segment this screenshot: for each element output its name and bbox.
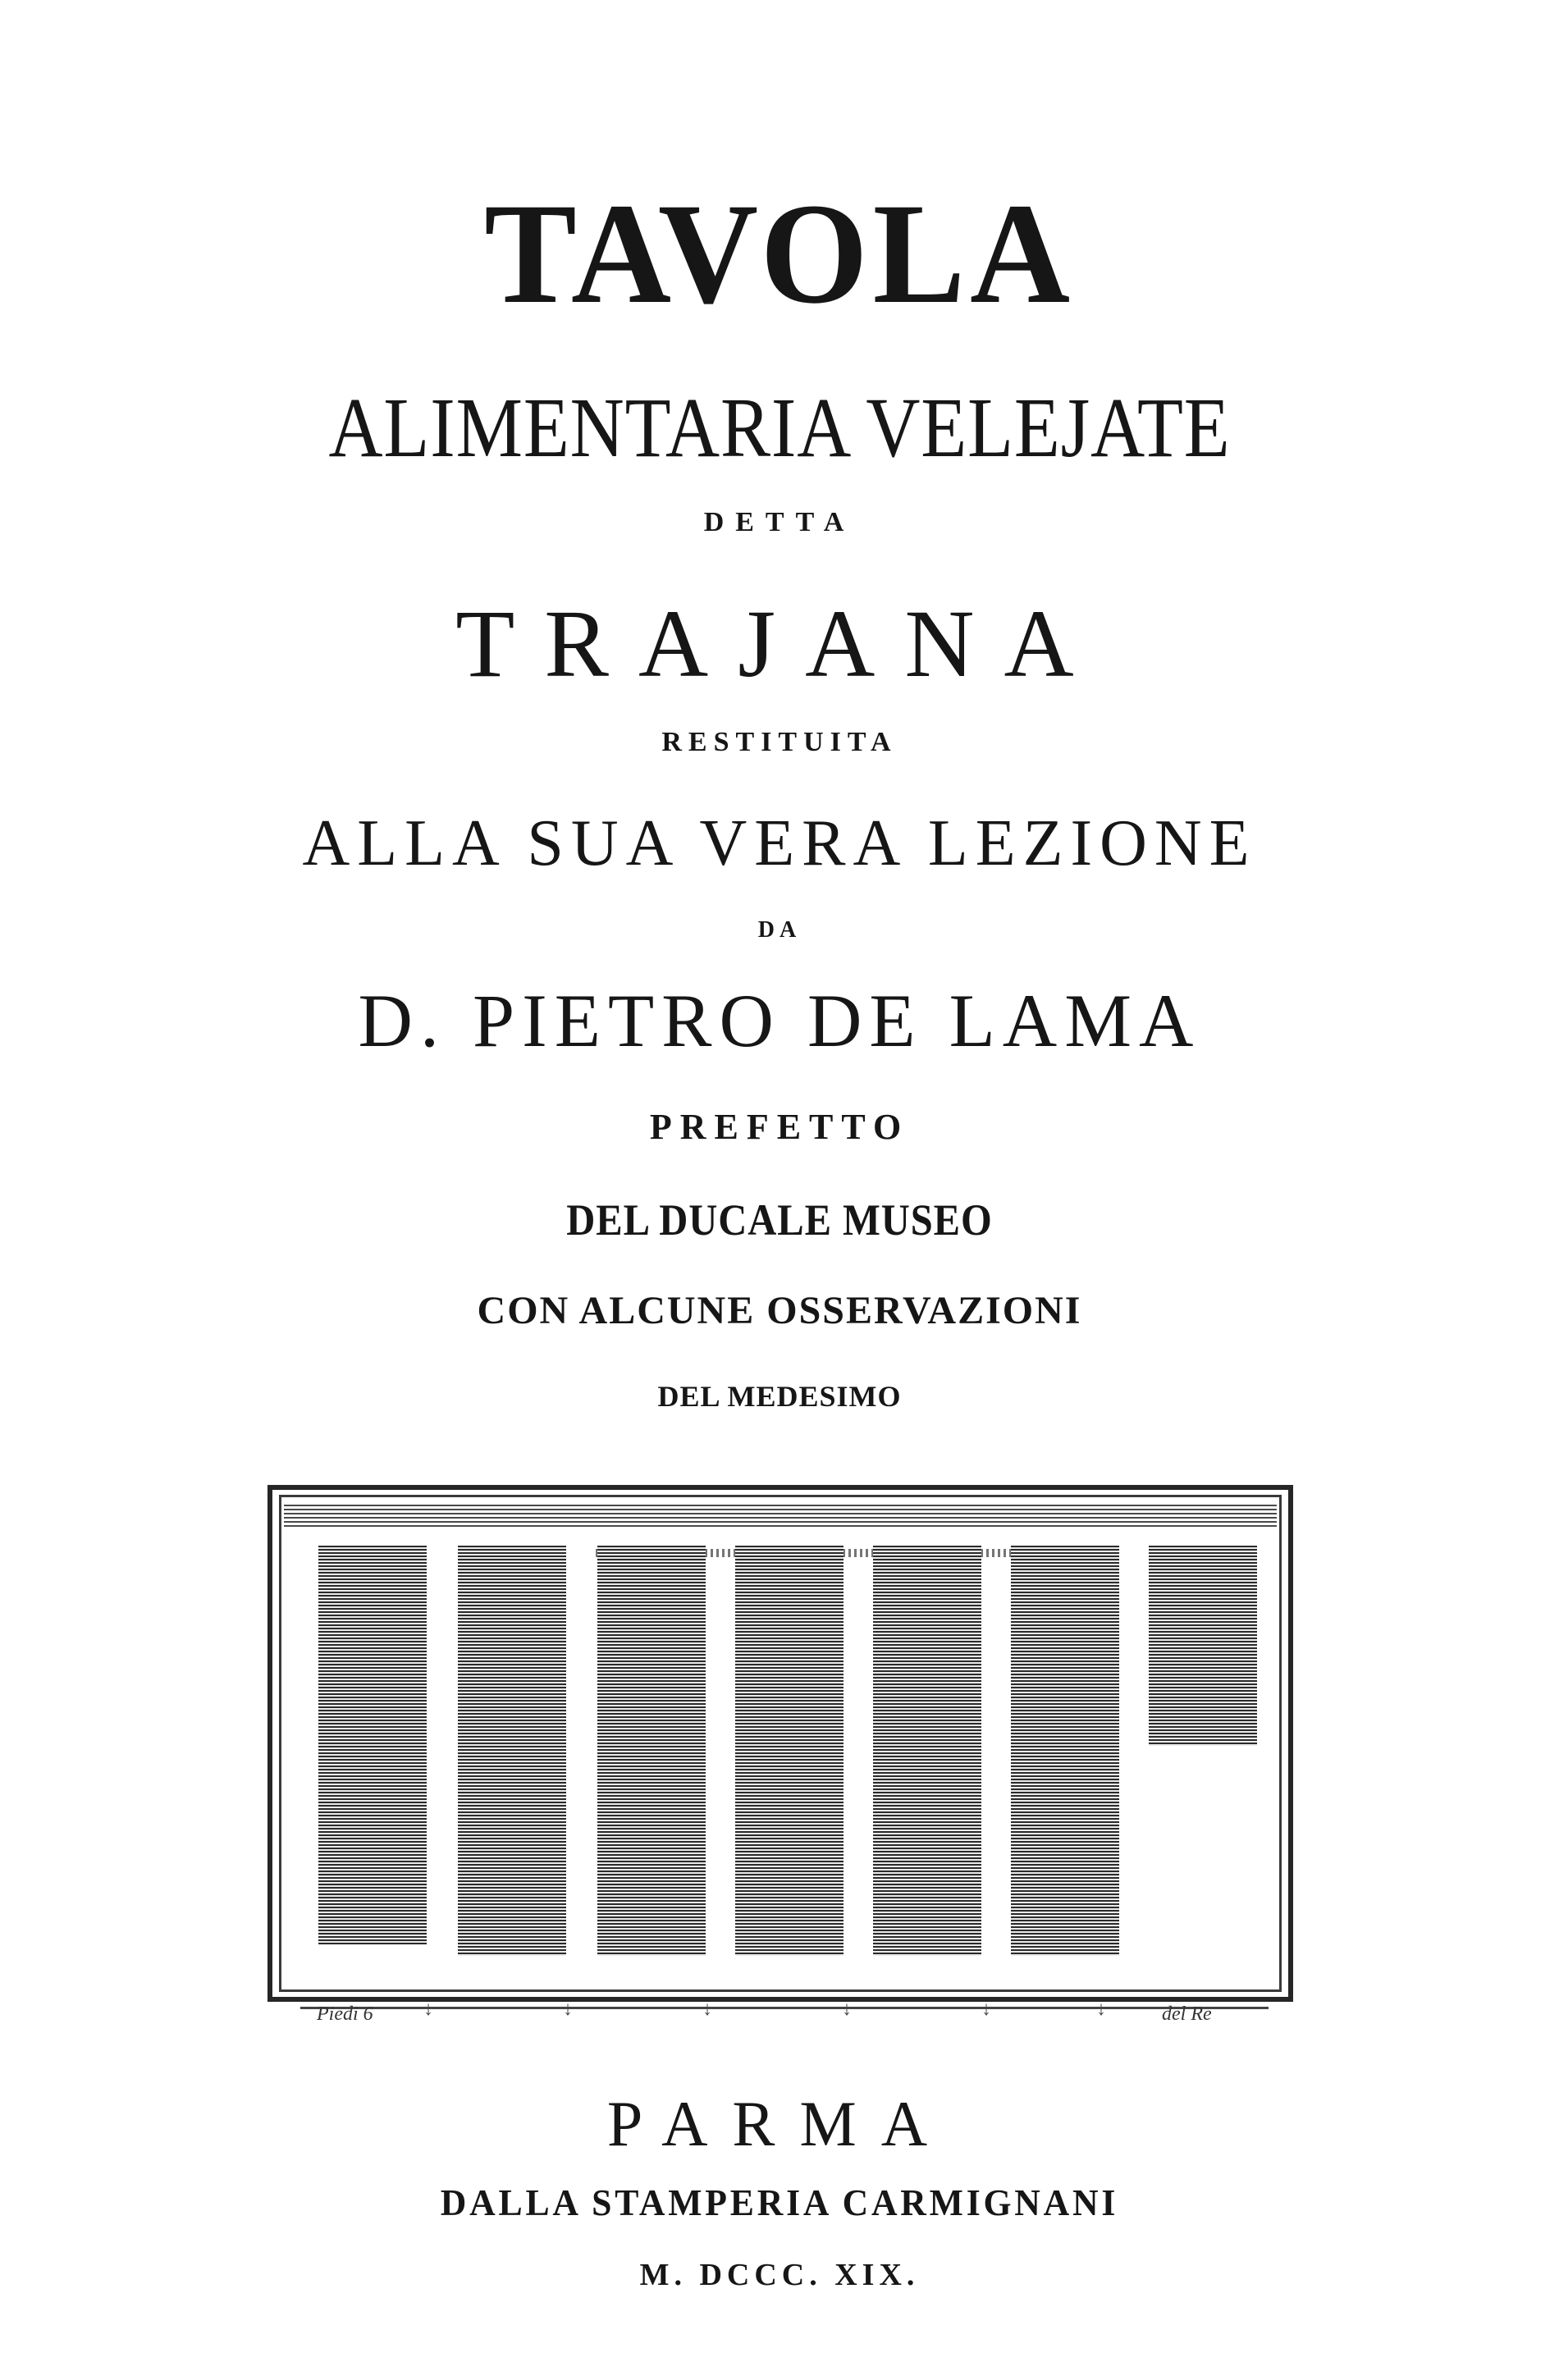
imprint-date: M. DCCC. XIX.	[639, 2258, 920, 2292]
scale-arrow-icon: ↓	[842, 1999, 852, 2020]
tablet-column	[318, 1546, 427, 1944]
medesimo-text: DEL MEDESIMO	[657, 1380, 902, 1413]
scale-label-right: del Re	[1162, 2003, 1212, 2025]
observations-text: CON ALCUNE OSSERVAZIONI	[477, 1289, 1082, 1332]
tablet-column	[458, 1546, 566, 1956]
trajana-text: TRAJANA	[455, 590, 1104, 697]
scale-arrow-icon: ↓	[981, 1999, 991, 2020]
tablet-header-lines	[284, 1505, 1277, 1529]
tablet-column	[1149, 1546, 1257, 1746]
author-role: PREFETTO	[649, 1107, 910, 1147]
scale-arrow-icon: ↓	[702, 1999, 712, 2020]
bronze-tablet-engraving	[267, 1485, 1293, 2026]
scale-arrow-icon: ↓	[423, 1999, 433, 2020]
scale-label-left: Piedi 6	[317, 2003, 373, 2025]
imprint-city: PARMA	[606, 2088, 953, 2159]
book-title: TAVOLA	[484, 174, 1075, 334]
scale-arrow-icon: ↓	[1096, 1999, 1106, 2020]
author-name: D. PIETRO DE LAMA	[358, 979, 1201, 1062]
restituita-text: RESTITUITA	[661, 727, 898, 757]
book-subtitle: ALIMENTARIA VELEJATE	[328, 381, 1231, 475]
scale-bar	[300, 2007, 1269, 2009]
scale-arrow-icon: ↓	[563, 1999, 573, 2020]
tablet-column	[597, 1546, 706, 1956]
tablet-column	[873, 1546, 981, 1956]
detta-text: DETTA	[703, 507, 856, 537]
da-text: DA	[757, 917, 802, 943]
tablet-column	[1011, 1546, 1119, 1956]
imprint-printer: DALLA STAMPERIA CARMIGNANI	[440, 2181, 1119, 2223]
tablet-column	[735, 1546, 844, 1956]
museum-text: DEL DUCALE MUSEO	[566, 1195, 993, 1245]
lezione-text: ALLA SUA VERA LEZIONE	[302, 807, 1257, 879]
